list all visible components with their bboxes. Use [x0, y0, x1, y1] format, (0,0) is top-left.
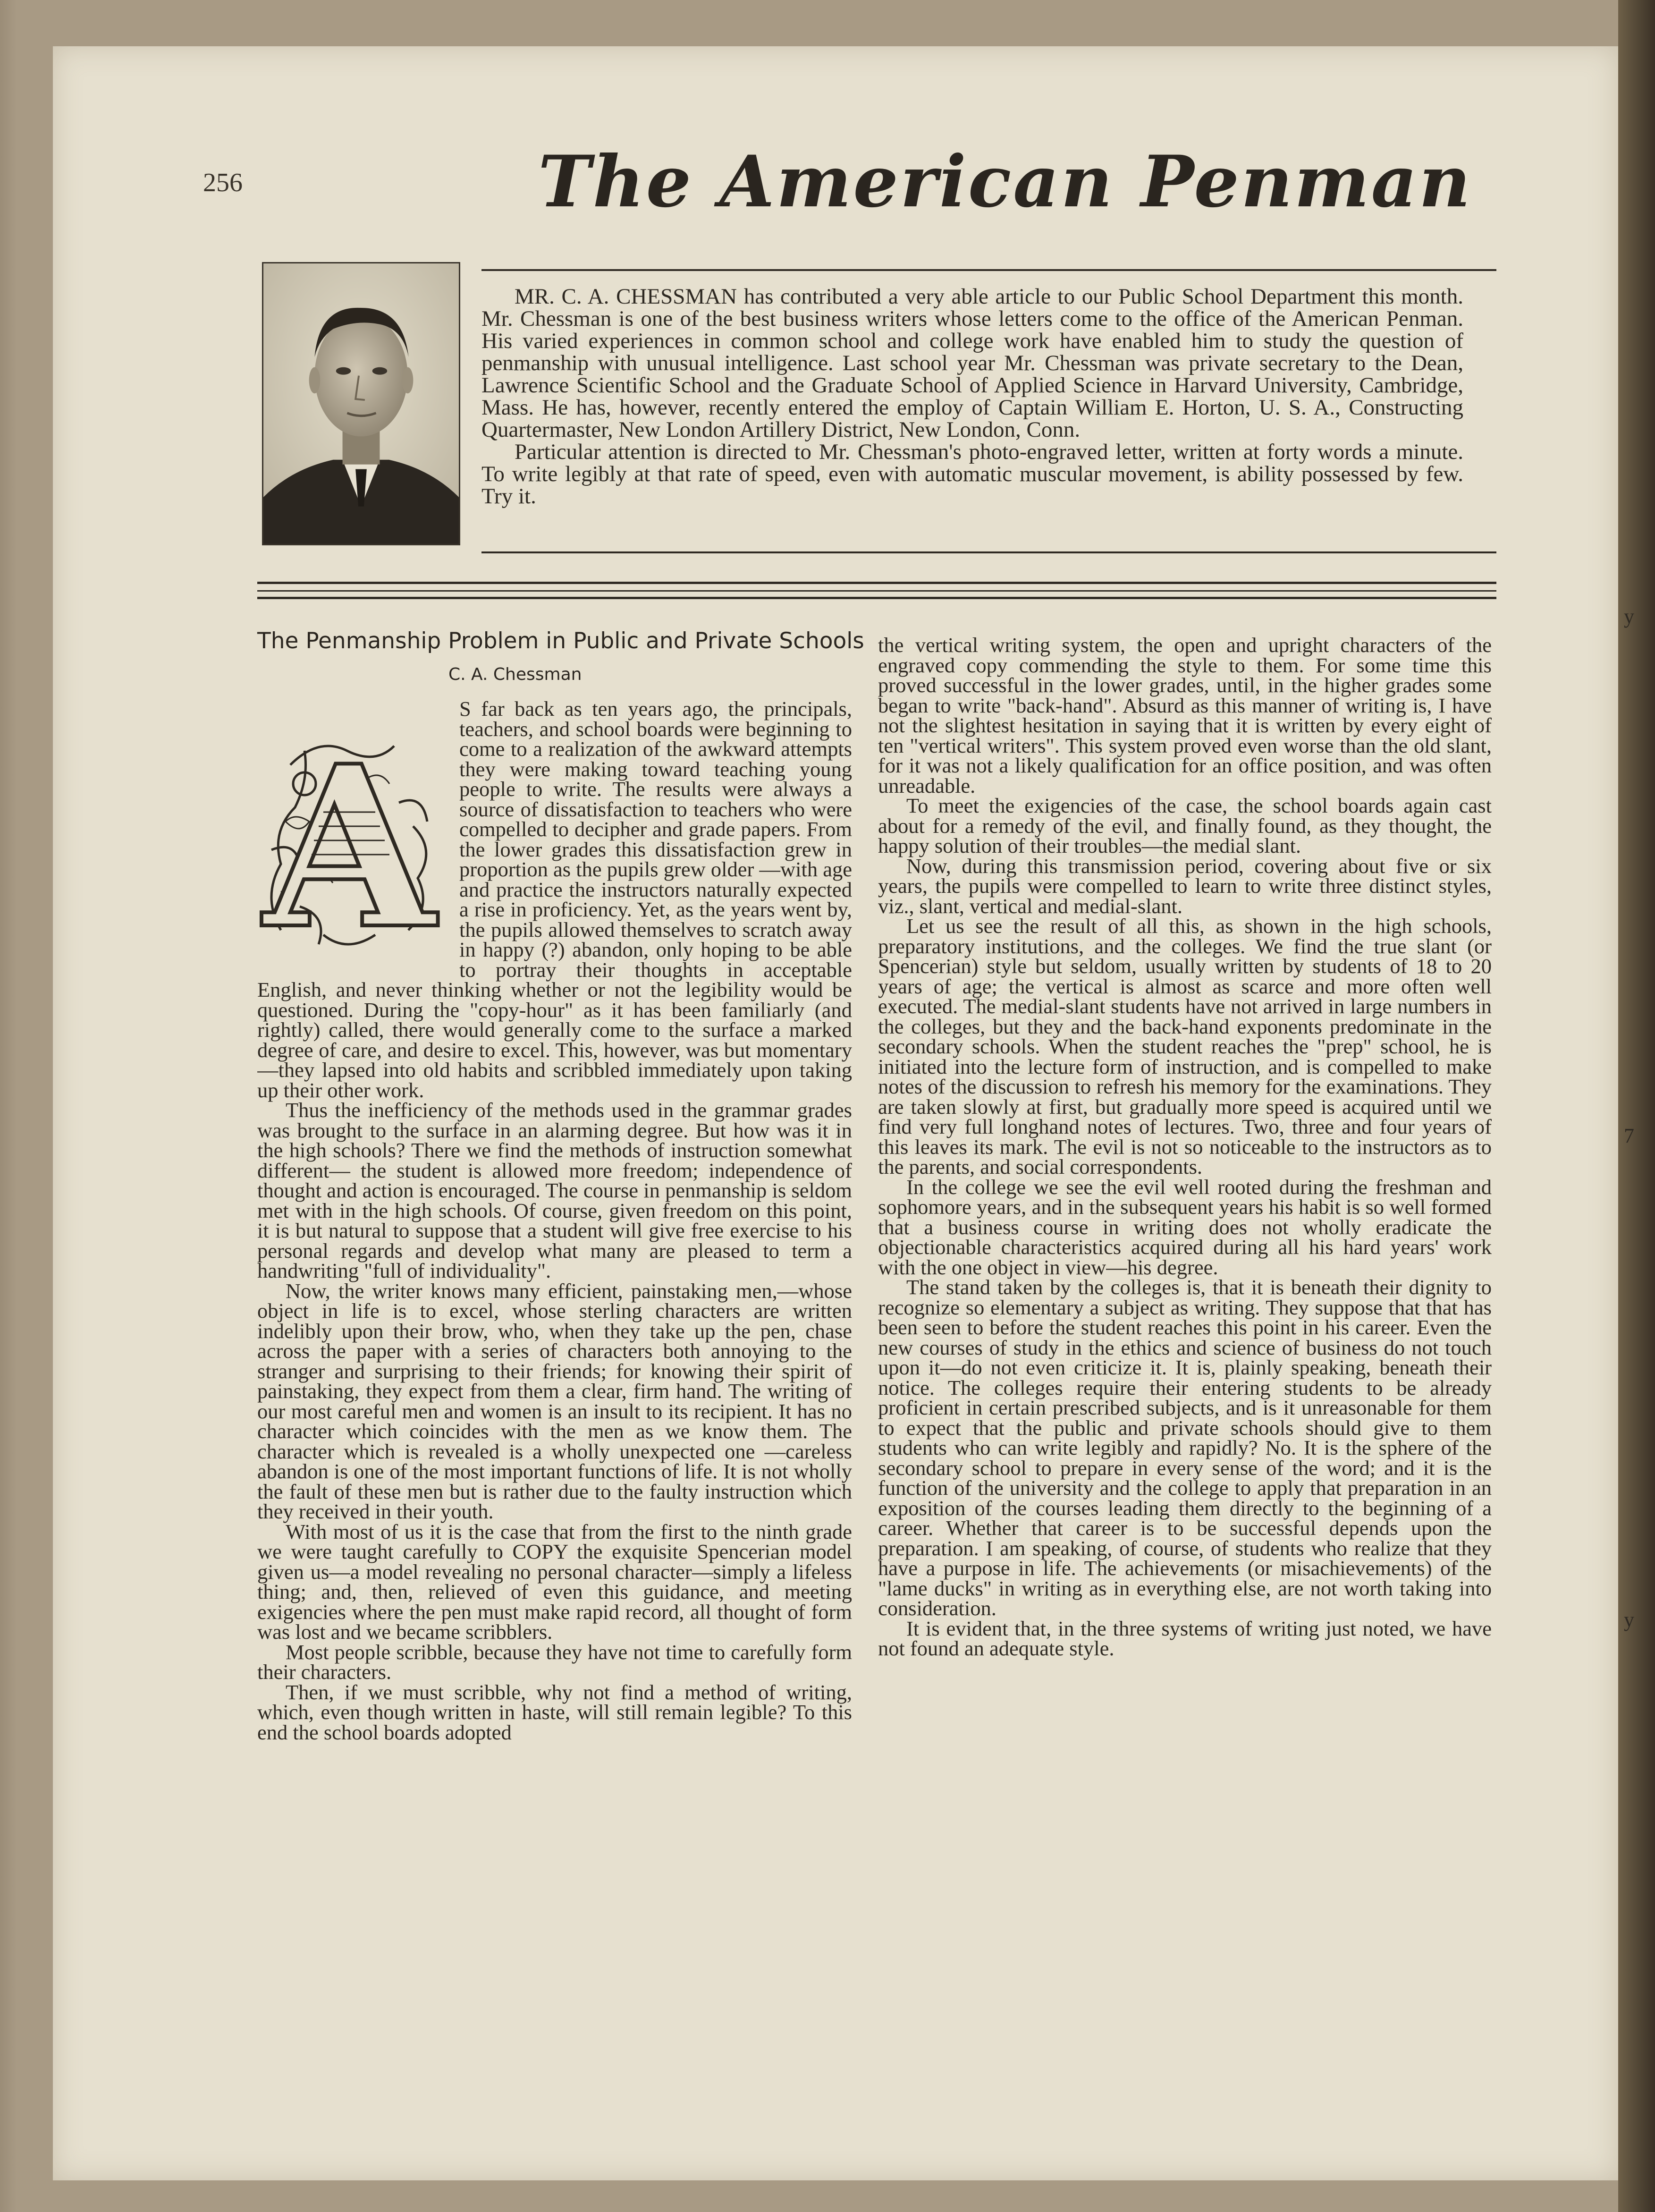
- intro-top-rule: [481, 269, 1496, 271]
- intro-note: [481, 286, 1463, 550]
- article-paragraph: Thus the inefficiency of the methods used in the grammar grades was brought to the surface in an alarming degree. But how was it in the high schools? There we find the methods of instruction somewhat different— the student is allowed more freedom; independence of thought and action is encouraged. The course in penmanship is seldom met with in the high schools. Of course, given freedom on this point, it is but natural to suppose that a student will give free exercise to his personal regards and develop what many are pleased to term a handwriting "full of individuality".: [257, 1098, 852, 1282]
- section-divider: [257, 582, 1496, 584]
- masthead-title: The American Penman: [538, 140, 1472, 223]
- intro-paragraph: MR. C. A. CHESSMAN has contributed a very able article to our Public School Department this month. Mr. Chessman is one of the best business writers whose letters come to the office of the American Penman. His varied experiences in common school and college work have enabled him to study the question of penmanship with unusual intelligence. Last school year Mr. Chessman was private secretary to the Dean, Lawrence Scientific School and the Graduate School of Applied Science in Harvard University, Cambridge, Mass. He has, however, recently entered the employ of Captain William E. Horton, U. S. A., Constructing Quartermaster, New London Artillery District, New London, Conn.: [481, 286, 1463, 442]
- article-title: The Penmanship Problem in Public and Private Schools: [257, 628, 864, 654]
- article-paragraph: With most of us it is the case that from the first to the ninth grade we were taught carefully to COPY the exquisite Spencerian model given us—a model revealing no personal character—simply a lifeless thing; and, then, relieved of even this guidance, and meeting exigencies where the pen must make rapid record, all thought of form was lost and we became scribblers.: [257, 1519, 852, 1644]
- article-paragraph: Then, if we must scribble, why not find a method of writing, which, even though written in haste, will still remain legible? To this end the school boards adopted: [257, 1680, 852, 1744]
- section-divider: [257, 597, 1496, 599]
- article-paragraph: the vertical writing system, the open and upright characters of the engraved copy commending the style to them. For some time this proved successful in the lower grades, until, in the higher grades some began to write "back-hand". Absurd as this manner of writing is, I have not the slightest hesitation in saying that it is written by every eight of ten "vertical writers". This system proved even worse than the old slant, for it was not a likely qualification for an office position, and was often unreadable.: [878, 635, 1492, 797]
- article-column-right: [878, 635, 1492, 2106]
- margin-mark: y: [1624, 605, 1634, 628]
- page-number: 256: [203, 168, 243, 197]
- article-paragraph: S far back as ten years ago, the principals, teachers, and school boards were beginning to come to a realization of the awkward attempts they were making toward teaching young people to write. The results were always a source of dissatisfaction to teachers who were compelled to decipher and grade papers. From the lower grades this dissatisfaction grew in proportion as the pupils grew older —with age and practice the instructors naturally expected a rise in proficiency. Yet, as the years went by, the pupils allowed themselves to scratch away in happy (?) abandon, only hoping to be able to portray their thoughts in acceptable English, and never thinking whether or not the legibility would be questioned. During the "copy-hour" as it has been familiarly (and rightly) called, there would generally come to the surface a marked degree of care, and desire to excel. This, however, was but momentary—they lapsed into old habits and scribbled immediately upon taking up their other work.: [257, 699, 852, 1102]
- article-paragraph: The stand taken by the colleges is, that it is beneath their dignity to recognize so elementary a subject as writing. They suppose that that has been seen to before the student reaches this point in his career. Even the new courses of study in the ethics and science of business do not touch upon it—do not even criticize it. It is, plainly speaking, beneath their notice. The colleges require their entering students to be already proficient in certain prescribed subjects, and is it unreasonable for them to expect that the public and private schools should give to them students who can write legibly and rapidly? No. It is the sphere of the secondary school to prepare in every sense of the word; and it is the function of the university and the college to apply that preparation in an exposition of the courses leading them directly to the beginning of a career. Whether that career is to be successful depends upon the preparation. I am speaking, of course, of students who realize that they have a purpose in life. The achievements (or misachievements) of the "lame ducks" in writing as in everything else, are not worth taking into consideration.: [878, 1275, 1492, 1620]
- article-author: C. A. Chessman: [448, 665, 582, 684]
- section-divider: [257, 590, 1496, 592]
- article-paragraph: Now, the writer knows many efficient, painstaking men,—whose object in life is to excel, whose sterling characters are written indelibly upon their brow, who, when they take up the pen, chase across the paper with a series of characters both annoying to the stranger and surprising to their friends; for knowing their spirit of painstaking, they expect from them a clear, firm hand. The writing of our most careful men and women is an insult to its recipient. It has no character which coincides with the men as we know them. The character which is revealed is a wholly unexpected one —careless abandon is one of the most important functions of life. It is not wholly the fault of these men but is rather due to the faulty instruction which they received in their youth.: [257, 1279, 852, 1523]
- drop-cap-letter: A: [263, 717, 436, 963]
- ornamental-initial-a: [257, 708, 446, 963]
- article-paragraph: Let us see the result of all this, as shown in the high schools, preparatory institutions, and the colleges. We find the true slant (or Spencerian) style but seldom, usually written by students of 18 to 20 years of age; the vertical is almost as scarce and more often well executed. The medial-slant students have not arrived in large numbers in the colleges, but they and the back-hand exponents predominate in the secondary schools. When the student reaches the "prep" school, he is initiated into the lecture form of instruction, and is compelled to make notes of the discussion to refresh his memory for the examinations. They are taken slowly at first, but gradually more speed is acquired until we find very full longhand notes of lectures. Two, three and four years of this leaves its mark. The evil is not so noticeable to the instructors as to the parents, and social correspondents.: [878, 914, 1492, 1178]
- intro-paragraph: Particular attention is directed to Mr. Chessman's photo-engraved letter, written at forty words a minute. To write legibly at that rate of speed, even with automatic muscular movement, is ability possessed by few. Try it.: [481, 440, 1463, 509]
- book-edge: [1618, 0, 1655, 2212]
- margin-mark: 7: [1624, 1124, 1634, 1147]
- article-paragraph: It is evident that, in the three systems of writing just noted, we have not found an adequate style.: [878, 1616, 1492, 1660]
- portrait-image: [263, 263, 459, 544]
- drop-cap-illustration: [257, 708, 446, 963]
- article-paragraph: In the college we see the evil well rooted during the freshman and sophomore years, and in the subsequent years his habit is so well formed that a business course in writing does not wholly eradicate the objectionable characteristics acquired during all his hard years' work with the one object in view—his degree.: [878, 1175, 1492, 1279]
- article-paragraph: Most people scribble, because they have not time to carefully form their characters.: [257, 1640, 852, 1684]
- intro-bottom-rule: [481, 551, 1496, 553]
- portrait-photo: [262, 262, 460, 545]
- article-column-left: [257, 699, 852, 2106]
- article-paragraph: To meet the exigencies of the case, the school boards again cast about for a remedy of the evil, and finally found, as they thought, the happy solution of their troubles—the medial slant.: [878, 794, 1492, 857]
- article-paragraph: Now, during this transmission period, covering about five or six years, the pupils were compelled to learn to write three distinct styles, viz., slant, vertical and medial-slant.: [878, 854, 1492, 918]
- margin-mark: y: [1624, 1608, 1634, 1631]
